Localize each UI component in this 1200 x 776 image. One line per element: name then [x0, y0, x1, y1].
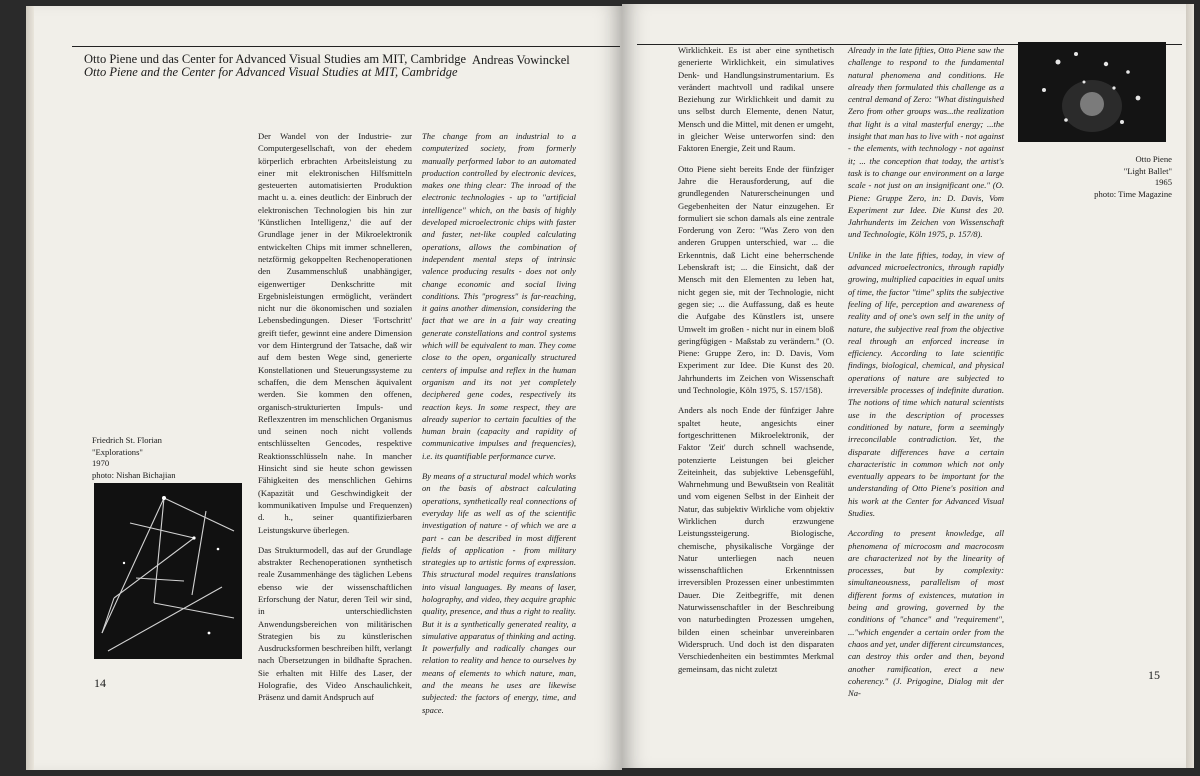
- page-number-left: 14: [94, 676, 106, 690]
- photo-light-ballet: [1018, 42, 1166, 142]
- page-edge: [1186, 4, 1194, 768]
- caption-line: "Explorations": [92, 446, 143, 457]
- paragraph: Anders als noch Ende der fünfziger Jahre spaltet heute, angesichts einer fortgeschrittenen Mikroelektronik, der Faktor 'Zeit' durch schnell wachsende, potenzierte Leistungen bei gleicher Zeiteinheit, das subjektive Lebensgefühl, Wahrnehmung und Bewußtsein von Realität und vom eigenen Selbst in der Einheit der Natur, das subjektiv Wirkliche vom objektiv Wirklichen durch erzwungene Leistungssteigerung. Biologische, chemische, physikalische Vorgänge der Natur unterliegen nach neuen wissenschaftlichen Erkenntnissen irreversiblen Prozessen einer unbestimmten Dauer. Die Zeitbegriffe, mit denen Naturwissenschaftler in der Beschreibung von naturbedingten Prozessen umgehen, bilden einen scheinbar unvereinbaren Widerspruch. Und doch ist den disparaten Verschiedenheiten ein bestimmtes Merkmal gemeinsam, das nicht zuletzt: [678, 405, 834, 674]
- german-column-right: [678, 44, 834, 683]
- english-column-left: [422, 130, 576, 724]
- english-column-right: [848, 44, 1004, 707]
- caption-line: 1970: [92, 458, 110, 468]
- right-page: [622, 4, 1194, 768]
- paragraph: According to present knowledge, all phenomena of microcosm and macrocosm are characterized not by the linearity of processes, but by complexity: simultaneousness, parallelism of most different forms of existences, mutation in being and growing, governed by the conditions of "chance" and "requirement", ..."which engender a certain order from the chaos and yet, under different circumstances, can destroy this order and then, beyond another ramification, erect a new coherency." (J. Prigogine, Dialog mit der Na-: [848, 528, 1004, 699]
- paragraph: Otto Piene sieht bereits Ende der fünfziger Jahre die Herausforderung, auf die grundlegenden Naturerscheinungen und Gegebenheiten der Natur einzugehen. Er formuliert sie schon damals als eine zentrale Forderung von Zero: "Was Zero von den anderen Gruppen unterschied, war ... die Erkenntnis, daß Licht eine beherrschende Lebenskraft ist; ... die Einsicht, daß der Mensch mit den Elementen zu leben hat, nicht gegen sie, mit der Technologie, nicht gegen sie; ... die Auffassung, daß es heute die Aufgabe des Künstlers ist, unsere Umwelt im großen - nicht nur in einem bloß geringfügigen - Maßstab zu verändern." (O. Piene: Gruppe Zero, in: D. Davis, Vom Experiment zur Idee. Die Kunst des 20. Jahrhunderts im Zeichen von Wissenschaft und Technologie, Köln 1975, S. 157/158).: [678, 163, 834, 396]
- caption-line: photo: Nishan Bichajian: [92, 469, 176, 480]
- german-column-left: [258, 130, 412, 712]
- left-page: [26, 6, 622, 770]
- page-number-right: 15: [1148, 668, 1160, 682]
- author-name: Andreas Vowinckel: [472, 53, 570, 67]
- header-rule: [72, 46, 620, 47]
- paragraph: By means of a structural model which works on the basis of abstract calculating operations, synthetically real connections of everyday life as well as of the scientific investigation of nature - of which we are a part - can be described in most different fields of application - from military strategies up to artistic forms of expression. This structural model requires translations into visual languages. By means of laser, holography, and video, they acquire graphic quality, presence, and thus a right to reality. But it is a synthetically generated reality, a simulative apparatus of thinking and acting. It powerfully and radically changes our relation to reality and hence to ourselves by means of elements to which nature, man, and the means he uses are likewise subjected: the factors of energy, time, and space.: [422, 471, 576, 715]
- paragraph: Der Wandel von der Industrie- zur Computergesellschaft, von der ehedem körperlich erbrachten Arbeitsleistung zu einer mit elektronischen Hilfsmitteln gesteuerten automatisierten Produktion macht u. a. eines deutlich: der Einbruch der elektronischen Technologien bis hin zur 'Künstlichen Intelligenz,' die auf der Grundlage jener in der Mikroelektronik entwickelten Chips mit immer schnelleren, netzförmig gekoppelten Rechenoperationen den Zusammenschluß unabhängiger, eigenwertiger Denkschritte mit Ergebnisleistungen ermöglicht, verändert nicht nur die ökonomischen und sozialen Lebensbedingungen. Dieser 'Fortschritt' greift tiefer, gewinnt eine andere Dimension vor dem Hintergrund der Tatsache, daß wir auf dem besten Wege sind, generierte Konstellationen und Steuerungssysteme zu schaffen, die dem Menschen äquivalent werden. Sie kommen den offenen, organisch-strukturierten Impuls- und Reflexzentren im menschlichen Organismus und seinen noch nicht vollends entschlüsselten Gencodes, respektive Reaktionsschlüsseln nahe. In mancher Hinsicht sind sie heute schon gewissen Fähigkeiten des menschlichen Gehirns (Kapazität und Geschwindigkeit der kommunikativen Impulse und Frequenzen) d. h., seiner quantifizierbaren Leistungskurve überlegen.: [258, 131, 412, 535]
- light-lines-image: [94, 483, 242, 659]
- paragraph: The change from an industrial to a computerized society, from formerly manually performed labor to an automated production controlled by electronic devices, makes one thing clear: The inroad of the electronic technologies - up to "artificial intelligence" which, on the basis of highly developed microelectronic chips with faster and faster, net-like coupled calculating operations, allows the combination of independent mental steps of intrinsic valence producing results - does not only change economic and social living conditions. This "progress" is far-reaching, it gains another dimension, considering the fact that we are in a fair way creating generate constellations and control systems which will be equivalent to man. They come close to the open, organically structured centers of impulse and reflex in the human organism and its not yet completely deciphered gene codes, respectively its reaction keys. In some respect, they are already superior to certain faculties of the human brain (capacity and rapidity of communicative impulses and frequencies), i.e. its quantifiable performance curve.: [422, 131, 576, 461]
- photo-caption-left: [92, 435, 242, 481]
- title-german: Otto Piene und das Center for Advanced Visual Studies am MIT, Cambridge: [84, 52, 467, 66]
- caption-line: Friedrich St. Florian: [92, 435, 162, 445]
- title-english: Otto Piene and the Center for Advanced Visual Studies at MIT, Cambridge: [84, 65, 458, 79]
- caption-line: Otto Piene: [1135, 154, 1172, 164]
- article-title: [84, 53, 466, 79]
- caption-line: 1965: [1154, 177, 1172, 187]
- caption-line: "Light Ballet": [1123, 165, 1172, 176]
- page-edge: [26, 6, 34, 770]
- paragraph: Already in the late fifties, Otto Piene saw the challenge to respond to the fundamental natural phenomena and conditions. He already then formulated this challenge as a central demand of Zero: "What distinguished Zero from other groups was...the realization that light is a vital masterful energy; ...the insight that man has to live with - not against - the elements, with technology - not against it; ... the conception that today, the artist's task is to change our environment on a large scale - not just on an insignificant one." (O. Piene: Gruppe Zero, in: D. Davis, Vom Experiment zur Idee. Die Kunst des 20. Jahrhunderts im Zeichen von Wissenschaft und Technologie, Köln 1975, p. 157/8).: [848, 45, 1004, 240]
- paragraph: Unlike in the late fifties, today, in view of advanced microelectronics, through rapidly growing, multiplied capacities in equal units of time, the factor "time" splits the subjective feeling of life, perception and awareness of reality and of one's own self in the unity of nature, the subjective real from the objective real through an enforced increase in efficiency. According to late scientific findings, biological, chemical, and physical operations of nature are subjected to irreversible processes of indefinite duration. The notions of time which natural scientists use in the description of processes conditioned by nature, form a seemingly irreconcilable contradiction. Yet, the disparate differences have a certain characteristic in common which not only eventually appears to be important for the understanding of Otto Piene's position and his work at the Center for Advanced Visual Studies.: [848, 249, 1004, 518]
- caption-line: photo: Time Magazine: [1094, 188, 1172, 199]
- light-ballet-image: [1018, 42, 1166, 142]
- photo-explorations: [94, 483, 242, 659]
- paragraph: Das Strukturmodell, das auf der Grundlage abstrakter Rechenoperationen synthetisch reale Zusammenhänge des täglichen Lebens ebenso wie der wissenschaftlichen Erforschung der Natur, deren Teil wir sind, in unterschiedlichsten Anwendungsbereichen von militärischen Strategien bis zu künstlerischen Ausdrucksformen beschreiben hilft, verlangt nach Übersetzungen in bildhafte Sprachen. Sie erhalten mit Hilfe des Laser, der Holografie, des Video Anschaulichkeit, Präsenz und damit Andspruch auf: [258, 544, 412, 703]
- photo-caption-right: [1062, 154, 1172, 200]
- paragraph: Wirklichkeit. Es ist aber eine synthetisch generierte Wirklichkeit, ein simulatives Denk- und Handlungsinstrumentarium. Es verändert machtvoll und radikal unsere Beziehung zur Wirklichkeit und damit zu uns selbst durch Elemente, denen Natur, Mensch und die Mittel, mit denen er umgeht, in gleicher Weise unterworfen sind: den Faktoren Energie, Zeit und Raum.: [678, 45, 834, 154]
